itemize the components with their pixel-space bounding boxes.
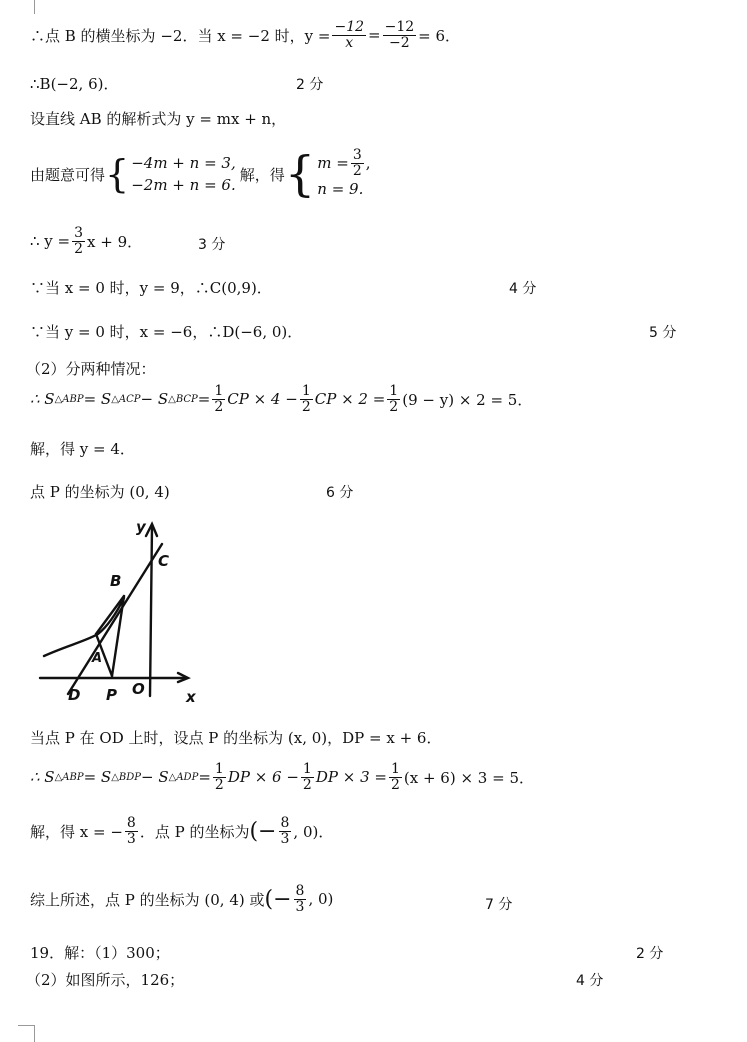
frac-den: 2 <box>214 398 224 415</box>
line-17-text: （2）如图所示，126； <box>26 971 185 989</box>
s-mid: = <box>197 390 211 409</box>
brace-left: { <box>105 152 130 197</box>
line-10-text: 解，得 y = 4． <box>30 440 135 458</box>
fraction <box>301 762 314 792</box>
s-sub: △BCP <box>168 393 198 405</box>
label-b: B <box>110 572 122 590</box>
line-3-text: 设直线 AB 的解析式为 y = mx + n， <box>30 110 287 128</box>
s-sub: △ACP <box>111 393 141 405</box>
line-8-text: （2）分两种情况： <box>26 360 156 378</box>
s-pre: ∴ S <box>30 768 55 787</box>
line-6-text: ∵当 x = 0 时，y = 9，∴C(0,9)． <box>30 279 272 297</box>
line-14-mid: ．点 P 的坐标为 <box>139 822 250 841</box>
frac-num: 1 <box>390 761 400 777</box>
frac-den: −2 <box>389 34 410 51</box>
s-sub: △ABP <box>54 393 84 405</box>
solution-system <box>317 148 370 201</box>
label-y: y <box>136 518 146 536</box>
s-pre: ∴ S <box>30 390 55 409</box>
line-5-post: x + 9． <box>87 232 143 251</box>
line-1-text: ∴点 B 的横坐标为 −2．当 x = −2 时，y = <box>30 26 331 45</box>
fraction <box>294 884 307 914</box>
score-19-2: 4 分 <box>576 973 604 989</box>
frac-num: 8 <box>280 815 290 831</box>
score-6: 6 分 <box>326 485 354 501</box>
fraction <box>332 20 366 50</box>
frac-den: 2 <box>302 776 312 793</box>
frac-den: 2 <box>390 776 400 793</box>
line-3 <box>30 108 286 129</box>
term: CP × 2 = <box>314 390 386 409</box>
term: CP × 4 − <box>227 390 298 409</box>
line-17 <box>26 969 184 990</box>
paren-open: (− <box>249 818 277 844</box>
s-sub: △BDP <box>111 771 142 783</box>
frac-den: 2 <box>389 398 399 415</box>
frac-den: 2 <box>74 240 84 257</box>
coordinate-figure <box>36 516 206 706</box>
line-11-text: 点 P 的坐标为 (0, 4) <box>30 483 170 501</box>
frac-den: 2 <box>352 162 362 179</box>
label-p: P <box>106 686 117 704</box>
frac-den: 2 <box>301 398 311 415</box>
line-4-mid: 解，得 <box>239 165 285 184</box>
fraction <box>351 148 364 178</box>
frac-num: 1 <box>214 761 224 777</box>
term: DP × 6 − <box>227 768 299 787</box>
line-5-pre: ∴ y = <box>30 232 71 251</box>
line-4 <box>30 148 371 201</box>
line-8 <box>26 358 156 379</box>
line-14 <box>30 816 333 846</box>
fraction <box>72 226 85 256</box>
equation-system <box>131 152 236 197</box>
label-x: x <box>186 688 196 706</box>
line-5 <box>30 226 142 256</box>
frac-den: 3 <box>126 830 136 847</box>
fraction <box>125 816 138 846</box>
equation-1: −4m + n = 3, <box>131 153 236 172</box>
frac-den: 3 <box>280 830 290 847</box>
line-11 <box>30 481 170 502</box>
frac-num: −12 <box>334 19 365 35</box>
line-12-text: 当点 P 在 OD 上时，设点 P 的坐标为 (x, 0)，DP = x + 6． <box>30 729 442 747</box>
score-2: 2 分 <box>296 77 324 93</box>
line-7-text: ∵当 y = 0 时，x = −6，∴D(−6, 0)． <box>30 323 303 341</box>
fraction <box>212 384 225 414</box>
score-4: 4 分 <box>509 281 537 297</box>
frac-num: 1 <box>301 383 311 399</box>
frac-num: 3 <box>74 225 84 241</box>
line-12 <box>30 727 441 748</box>
frac-num: 1 <box>214 383 224 399</box>
term: (9 − y) × 2 = 5． <box>402 390 533 409</box>
equation-2: −2m + n = 6. <box>131 176 236 195</box>
line-15 <box>30 884 333 914</box>
label-c: C <box>158 552 170 570</box>
fraction <box>383 20 417 50</box>
term: DP × 3 = <box>315 768 387 787</box>
line-4-prefix: 由题意可得 <box>30 165 106 184</box>
label-o: O <box>132 680 145 698</box>
line-16-text: 19．解：（1）300； <box>30 944 170 962</box>
line-14-pre: 解，得 x = − <box>30 822 123 841</box>
line-6 <box>30 277 272 298</box>
score-5: 5 分 <box>649 325 677 341</box>
fraction <box>300 384 313 414</box>
eq-sign: = <box>368 26 381 45</box>
paren-open: (− <box>264 886 292 912</box>
fraction <box>389 762 402 792</box>
solution-1-post: , <box>365 153 371 172</box>
line-7 <box>30 321 302 342</box>
score-19-1: 2 分 <box>636 946 664 962</box>
corner-mark-bottom <box>18 1025 35 1042</box>
paren-close: , 0) <box>308 890 334 909</box>
s-sub: △ABP <box>54 771 84 783</box>
frac-den: 2 <box>214 776 224 793</box>
line-2 <box>30 73 118 94</box>
frac-num: 3 <box>352 147 362 163</box>
line-2-text: ∴B(−2, 6)． <box>30 75 119 93</box>
frac-num: 1 <box>302 761 312 777</box>
frac-den: 3 <box>295 898 305 915</box>
line-10 <box>30 438 135 459</box>
solution-2: n = 9. <box>317 180 364 199</box>
term: (x + 6) × 3 = 5． <box>403 768 534 787</box>
corner-mark-top <box>18 0 35 14</box>
frac-num: 8 <box>295 883 305 899</box>
s-mid: − S <box>141 768 169 787</box>
frac-num: 1 <box>389 383 399 399</box>
score-7: 7 分 <box>485 897 513 913</box>
solution-1-pre: m = <box>317 153 349 172</box>
fraction <box>279 816 292 846</box>
s-mid: − S <box>140 390 169 409</box>
line-9 <box>30 384 532 414</box>
frac-num: −12 <box>384 19 415 35</box>
line-1 <box>30 20 460 50</box>
s-mid: = S <box>83 390 112 409</box>
label-a: A <box>92 651 103 666</box>
line-1-tail: = 6． <box>418 26 461 45</box>
score-3: 3 分 <box>198 237 226 253</box>
line-13 <box>30 762 534 792</box>
line-16 <box>30 942 170 963</box>
s-mid: = <box>198 768 211 787</box>
fraction <box>387 384 400 414</box>
brace-left: { <box>284 146 316 203</box>
label-d: D <box>68 686 81 704</box>
fraction <box>213 762 226 792</box>
paren-close: , 0)． <box>293 822 334 841</box>
frac-den: x <box>345 34 354 51</box>
frac-num: 8 <box>126 815 136 831</box>
s-sub: △ADP <box>168 771 199 783</box>
line-15-pre: 综上所述，点 P 的坐标为 (0, 4) 或 <box>30 890 265 909</box>
s-mid: = S <box>83 768 112 787</box>
